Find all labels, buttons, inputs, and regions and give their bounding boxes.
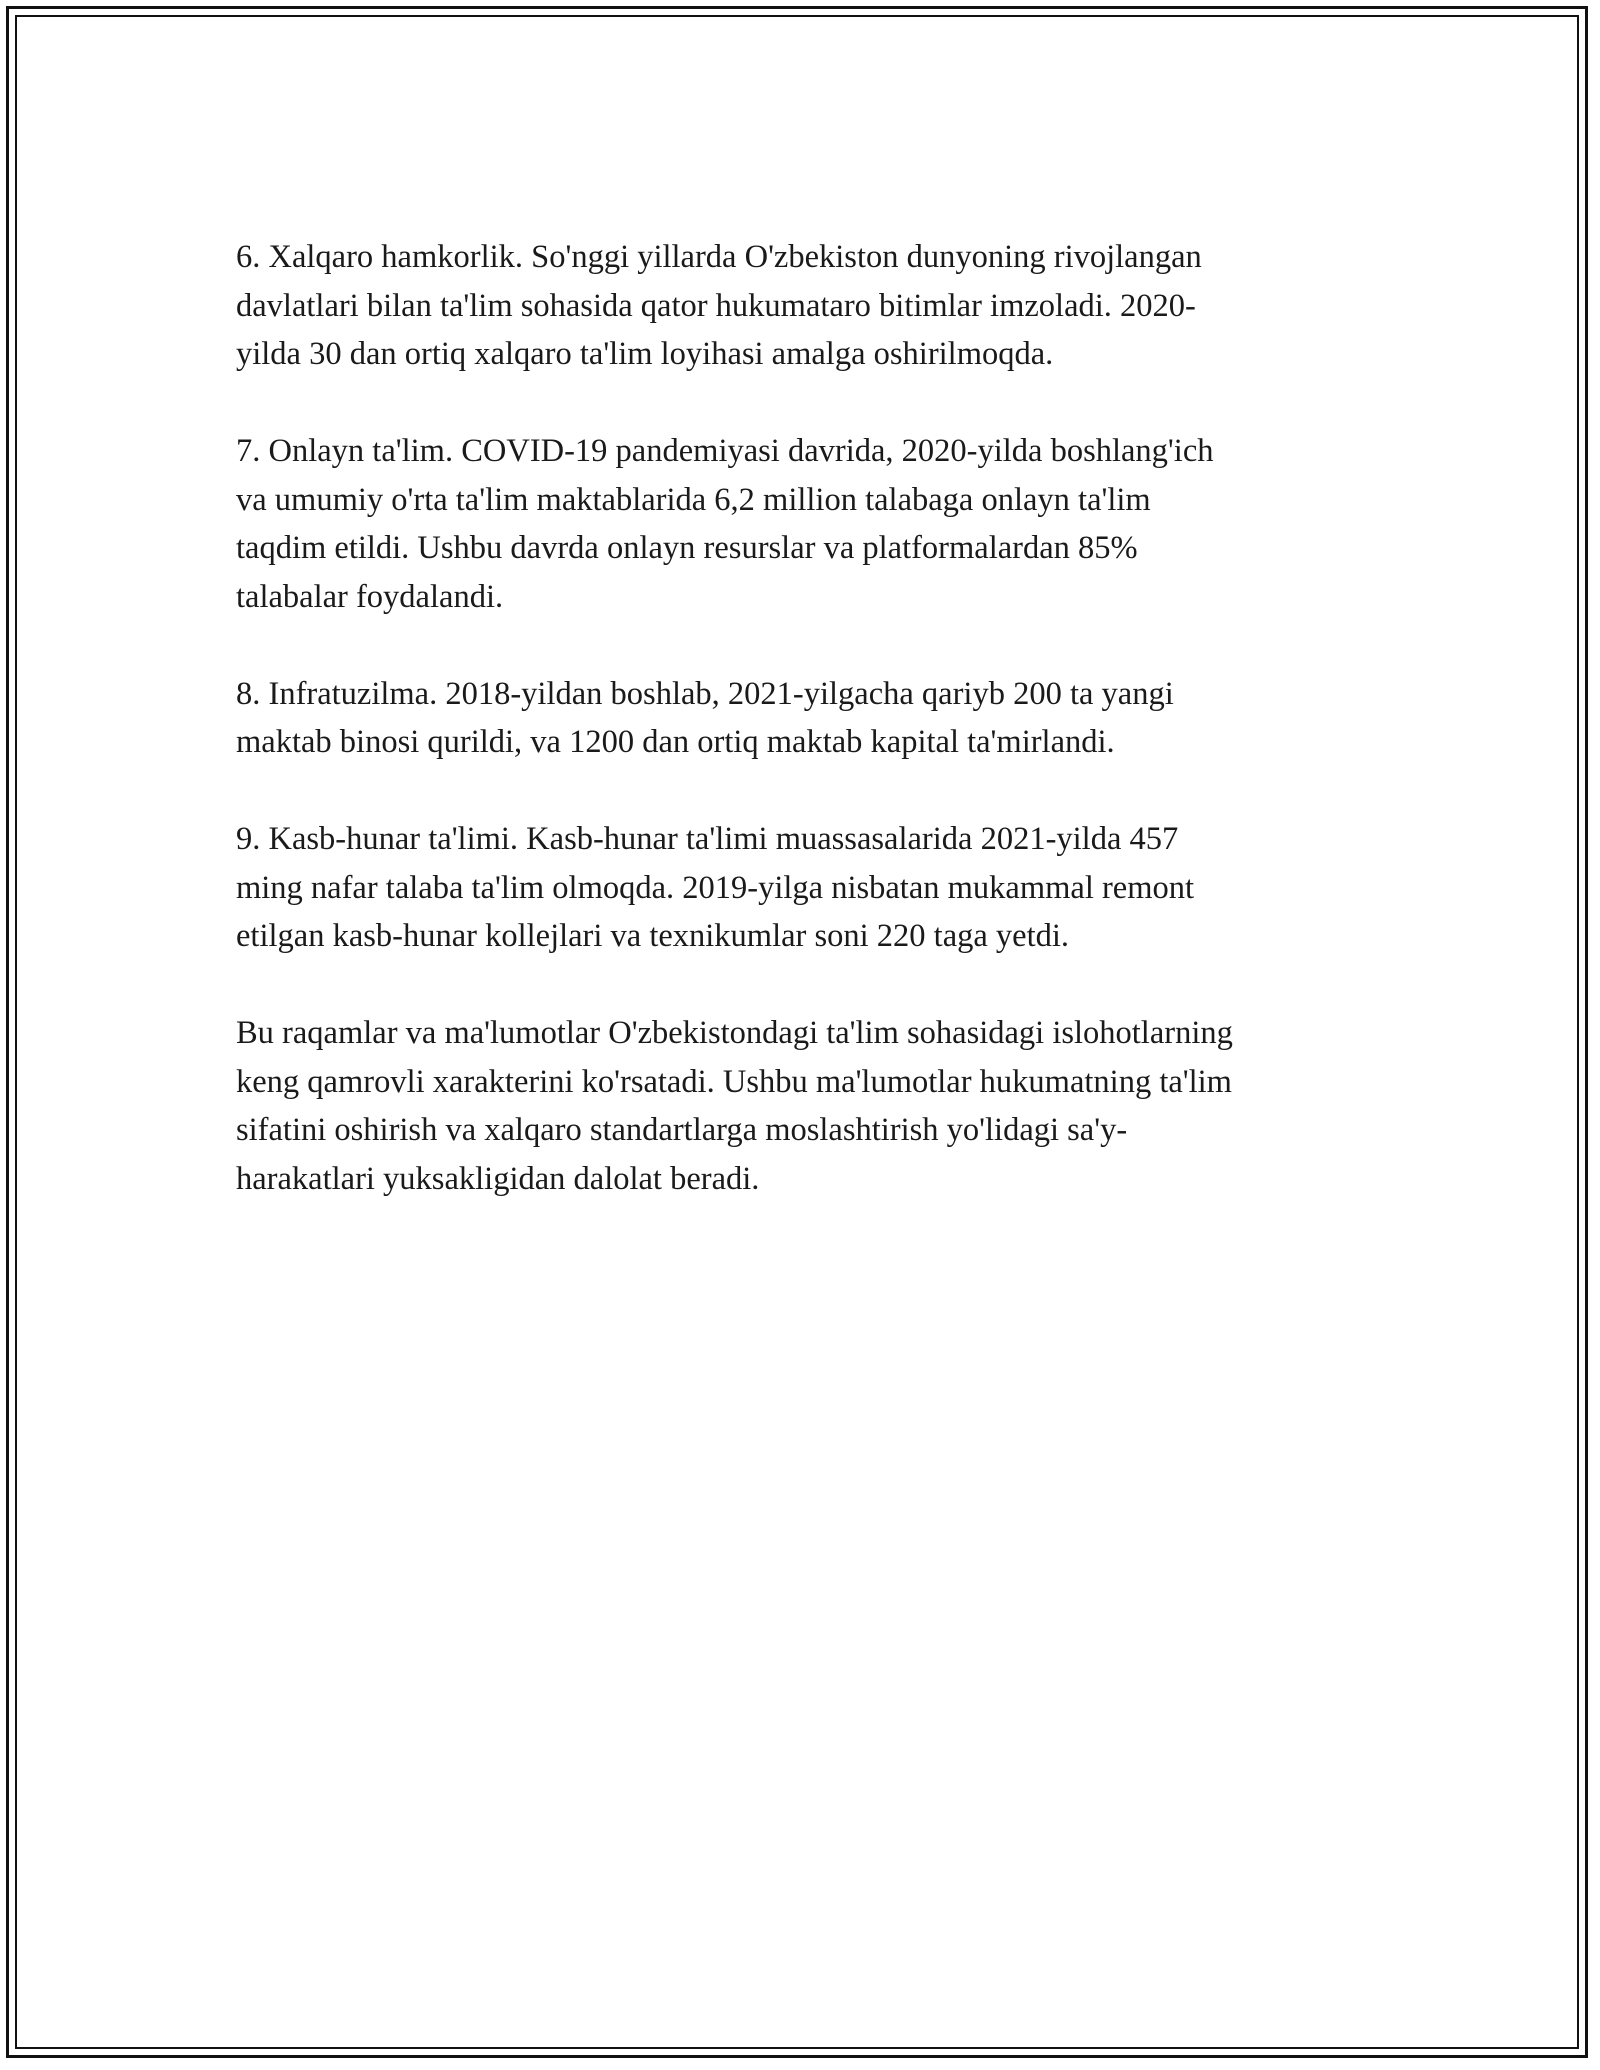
document-body (236, 233, 1376, 1252)
paragraph-infrastructure: 8. Infratuzilma. 2018-yildan boshlab, 2021-yilgacha qariyb 200 ta yangi maktab binosi qurildi, va 1200 dan ortiq maktab kapital ta'mirlandi. (236, 675, 1174, 760)
paragraph-conclusion: Bu raqamlar va ma'lumotlar O'zbekistondagi ta'lim sohasidagi islohotlarning keng qamrovli xarakterini ko'rsatadi. Ushbu ma'lumotlar hukumatning ta'lim sifatini oshirish va xalqaro standartlarga moslashtirish yo'lidagi sa'y- harakatlari yuksakligidan dalolat beradi. (236, 1015, 1233, 1197)
paragraph-international-cooperation: 6. Xalqaro hamkorlik. So'nggi yillarda O'zbekiston dunyoning rivojlangan davlatlari bilan ta'lim sohasida qator hukumataro bitimlar imzoladi. 2020- yilda 30 dan ortiq xalqaro ta'lim loyihasi amalga oshirilmoqda. (236, 239, 1202, 372)
paragraph-online-education: 7. Onlayn ta'lim. COVID-19 pandemiyasi davrida, 2020-yilda boshlang'ich va umumiy o'rta ta'lim maktablarida 6,2 million talabaga onlayn ta'lim taqdim etildi. Ushbu davrda onlayn resurslar va platformalardan 85% talabalar foydalandi. (236, 433, 1214, 615)
paragraph-vocational-education: 9. Kasb-hunar ta'limi. Kasb-hunar ta'limi muassasalarida 2021-yilda 457 ming nafar talaba ta'lim olmoqda. 2019-yilga nisbatan mukammal remont etilgan kasb-hunar kollejlari va texnikumlar soni 220 taga yetdi. (236, 821, 1195, 954)
